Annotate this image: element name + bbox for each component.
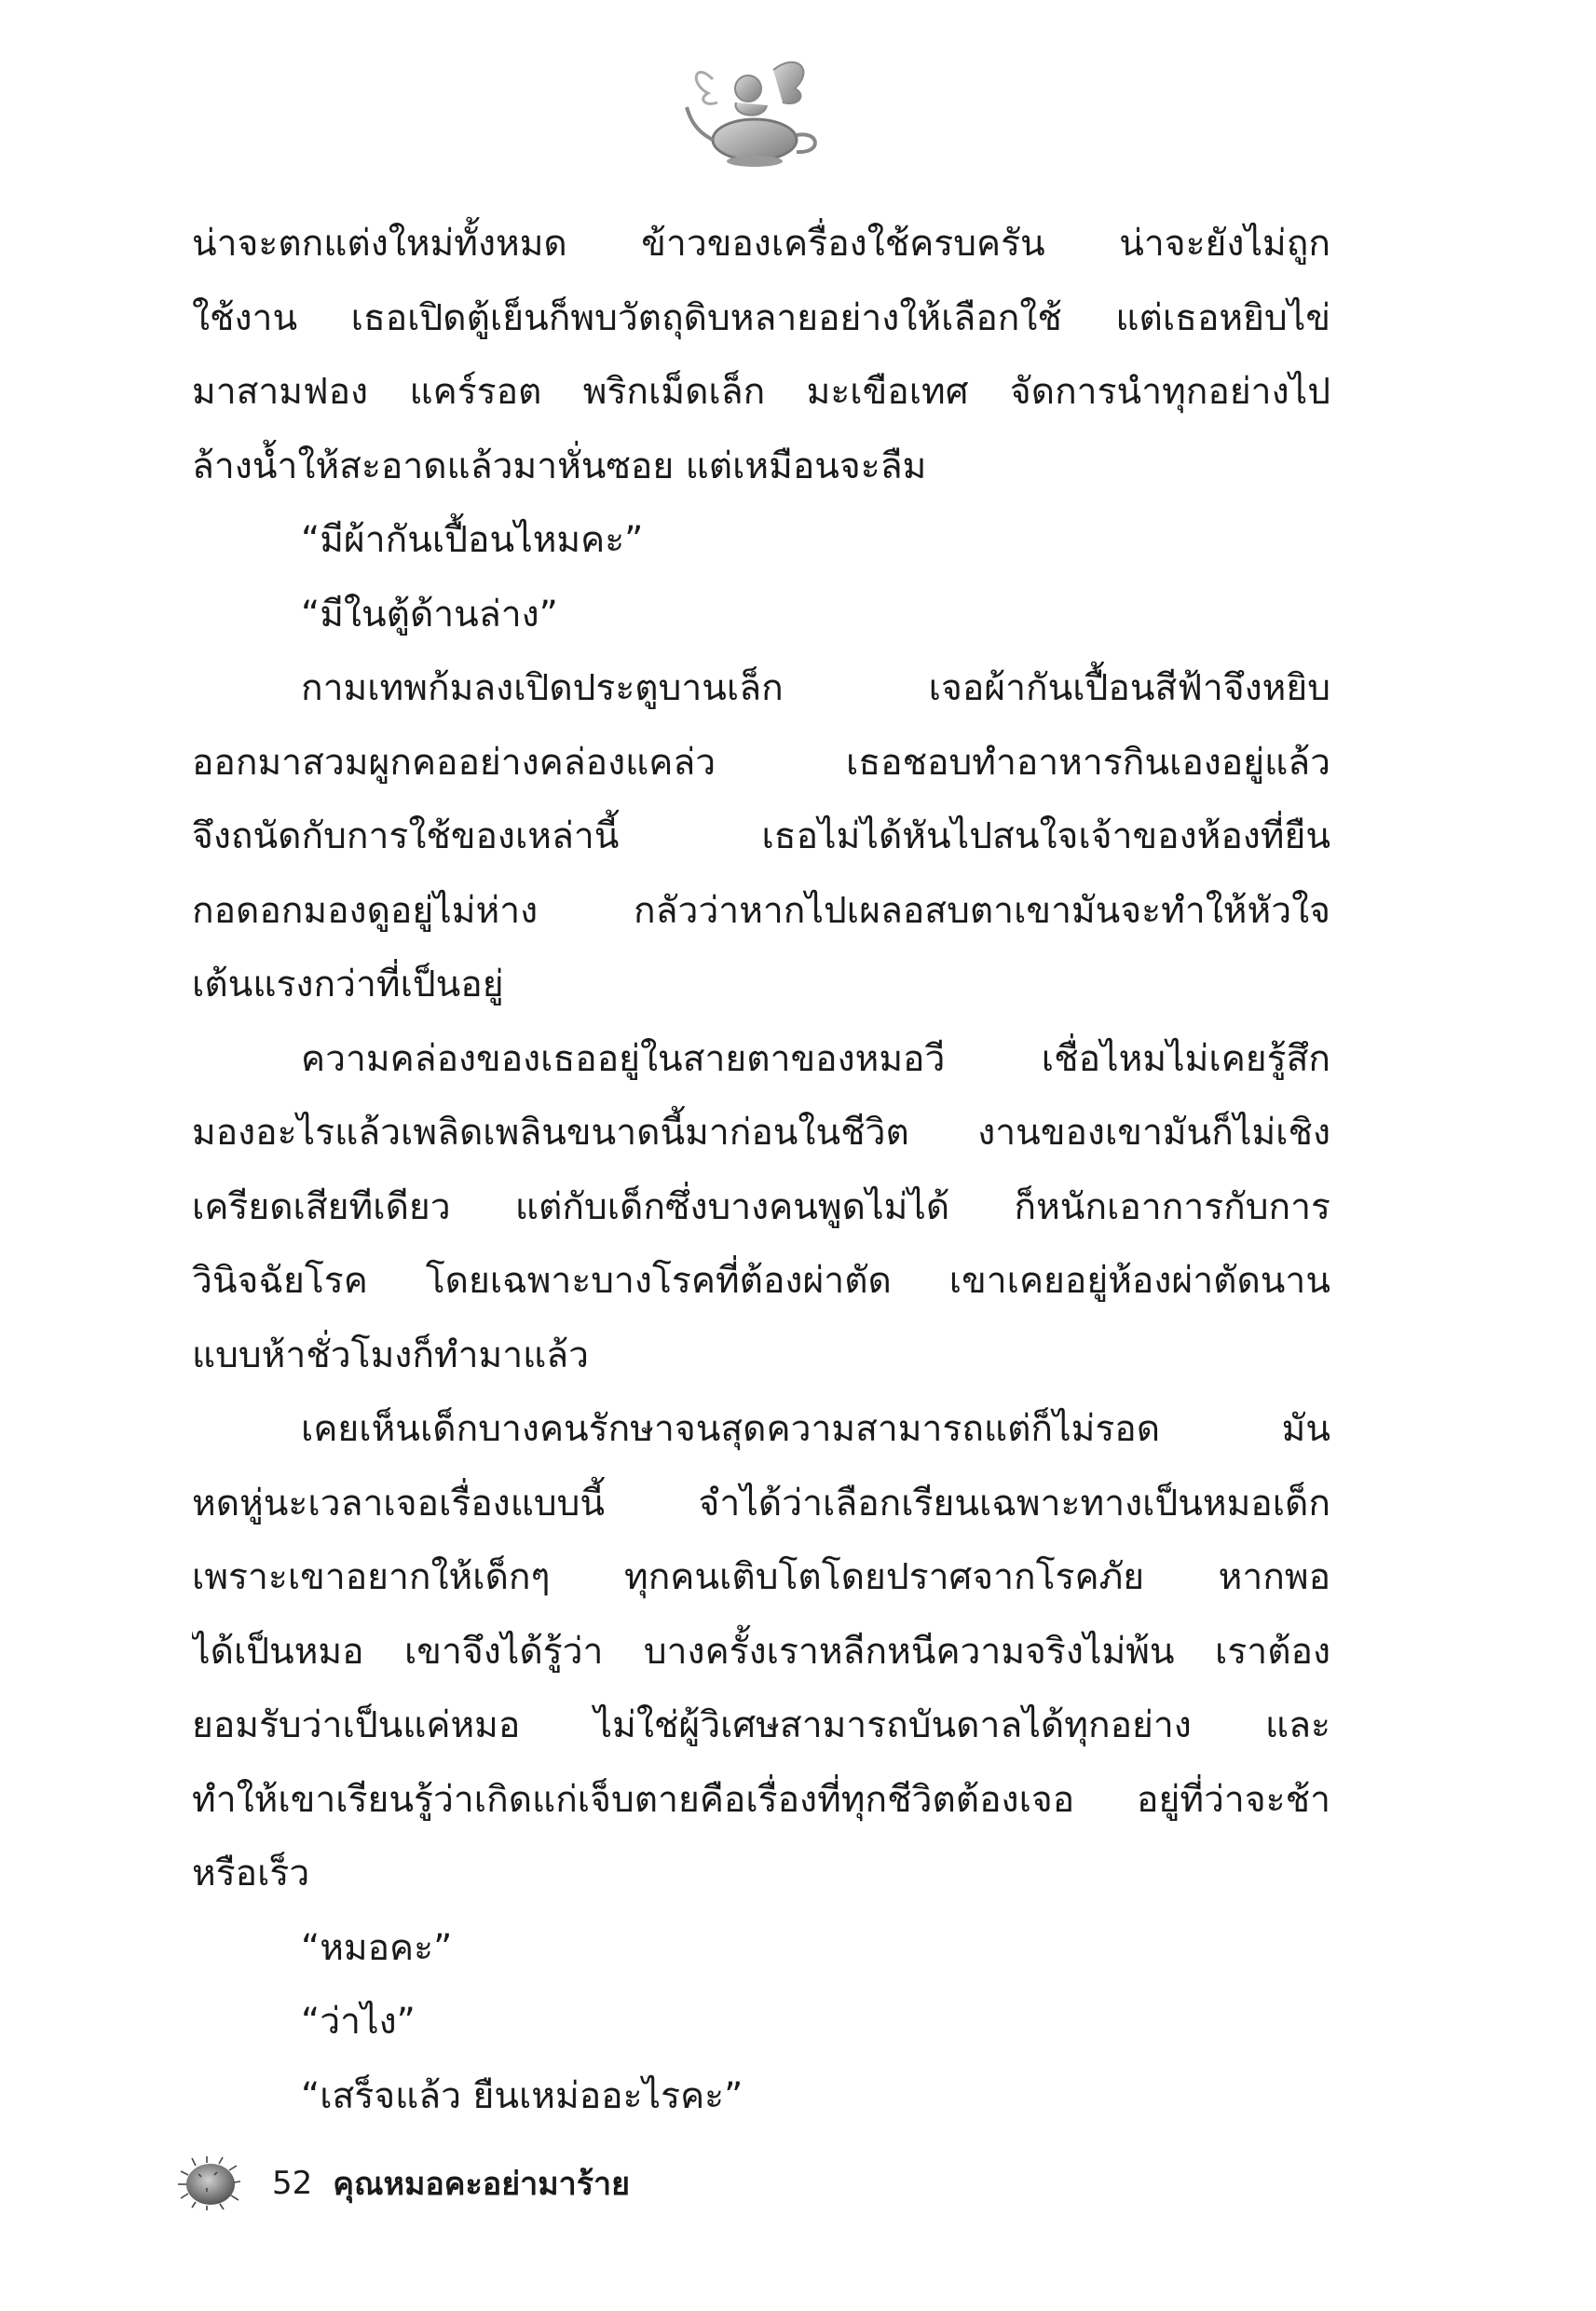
rambutan-ornament-icon — [177, 2156, 240, 2210]
book-title: คุณหมอคะอย่ามาร้าย — [333, 2166, 631, 2203]
text-line: วินิจฉัยโรค โดยเฉพาะบางโรคที่ต้องผ่าตัด เขาเคยอยู่ห้องผ่าตัดนาน — [192, 1260, 1330, 1302]
cupid-teapot-ornament-icon — [685, 51, 825, 177]
text-line: จึงถนัดกับการใช้ของเหล่านี้ เธอไม่ได้หันไปสนใจเจ้าของห้องที่ยืน — [192, 815, 1330, 857]
text-line: เพราะเขาอยากให้เด็กๆ ทุกคนเติบโตโดยปราศจากโรคภัย หากพอ — [192, 1556, 1330, 1598]
text-line: กามเทพก้มลงเปิดประตูบานเล็ก เจอผ้ากันเปื้อนสีฟ้าจึงหยิบ — [301, 667, 1330, 709]
dialogue-line: “เสร็จแล้ว ยืนเหม่ออะไรคะ” — [301, 2074, 743, 2117]
text-line: มองอะไรแล้วเพลิดเพลินขนาดนี้มาก่อนในชีวิต งานของเขามันก็ไม่เชิง — [192, 1112, 1330, 1154]
text-line: ใช้งาน เธอเปิดตู้เย็นก็พบวัตถุดิบหลายอย่างให้เลือกใช้ แต่เธอหยิบไข่ — [192, 296, 1330, 339]
text-line: หรือเร็ว — [192, 1853, 310, 1894]
text-line: ออกมาสวมผูกคออย่างคล่องแคล่ว เธอชอบทำอาหารกินเองอยู่แล้ว — [192, 741, 1330, 784]
page-footer — [177, 2151, 630, 2216]
text-line: มาสามฟอง แคร์รอต พริกเม็ดเล็ก มะเขือเทศ จัดการนำทุกอย่างไป — [192, 371, 1330, 413]
text-line: ล้างน้ำให้สะอาดแล้วมาหั่นซอย แต่เหมือนจะลืม — [192, 444, 927, 487]
text-line: หดหู่นะเวลาเจอเรื่องแบบนี้ จำได้ว่าเลือกเรียนเฉพาะทางเป็นหมอเด็ก — [192, 1482, 1330, 1525]
dialogue-line: “ว่าไง” — [301, 2001, 416, 2043]
dialogue-line: “หมอคะ” — [301, 1926, 453, 1969]
text-line: เต้นแรงกว่าที่เป็นอยู่ — [192, 964, 504, 1005]
text-line: ทำให้เขาเรียนรู้ว่าเกิดแก่เจ็บตายคือเรื่องที่ทุกชีวิตต้องเจอ อยู่ที่ว่าจะช้า — [192, 1778, 1330, 1821]
body-text — [192, 207, 1330, 2133]
dialogue-line: “มีผ้ากันเปื้อนไหมคะ” — [301, 519, 644, 561]
text-line: แบบห้าชั่วโมงก็ทำมาแล้ว — [192, 1333, 590, 1376]
text-line: เครียดเสียทีเดียว แต่กับเด็กซึ่งบางคนพูดไม่ได้ ก็หนักเอาการกับการ — [192, 1185, 1330, 1228]
text-line: ความคล่องของเธออยู่ในสายตาของหมอวี เชื่อไหมไม่เคยรู้สึก — [301, 1037, 1330, 1080]
text-line: เคยเห็นเด็กบางคนรักษาจนสุดความสามารถแต่ก็ไม่รอด มัน — [301, 1408, 1330, 1450]
page-number: 52 — [272, 2165, 313, 2202]
text-line: ได้เป็นหมอ เขาจึงได้รู้ว่า บางครั้งเราหลีกหนีความจริงไม่พ้น เราต้อง — [192, 1630, 1330, 1673]
text-line: กอดอกมองดูอยู่ไม่ห่าง กลัวว่าหากไปเผลอสบตาเขามันจะทำให้หัวใจ — [192, 889, 1330, 932]
text-line: น่าจะตกแต่งใหม่ทั้งหมด ข้าวของเครื่องใช้ครบครัน น่าจะยังไม่ถูก — [192, 223, 1330, 265]
text-line: ยอมรับว่าเป็นแค่หมอ ไม่ใช่ผู้วิเศษสามารถบันดาลได้ทุกอย่าง และ — [192, 1704, 1330, 1746]
dialogue-line: “มีในตู้ด้านล่าง” — [301, 593, 558, 636]
